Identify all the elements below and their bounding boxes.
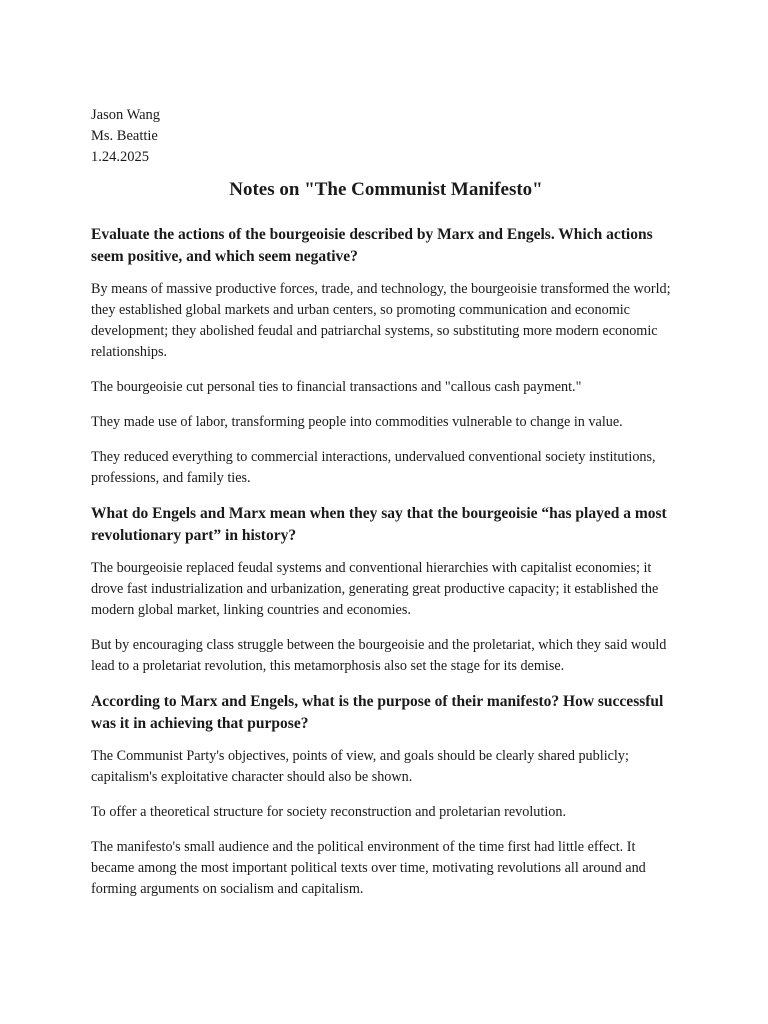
teacher-name: Ms. Beattie xyxy=(91,128,158,144)
answer-paragraph: The Communist Party's objectives, points of view, and goals should be clearly shared publicly; capitalism's exploitative character should also be shown. xyxy=(91,748,629,785)
question-heading: Evaluate the actions of the bourgeoisie described by Marx and Engels. Which actions seem positive, and which seem negative? xyxy=(91,226,653,265)
answer-paragraph: They reduced everything to commercial interactions, undervalued conventional society institutions, professions, and family ties. xyxy=(91,449,656,486)
answer-paragraph: The bourgeoisie cut personal ties to financial transactions and "callous cash payment." xyxy=(91,379,582,395)
question-heading: What do Engels and Marx mean when they say that the bourgeoisie “has played a most revolutionary part” in history? xyxy=(91,505,667,544)
date: 1.24.2025 xyxy=(91,149,149,165)
author-name: Jason Wang xyxy=(91,107,161,123)
answer-paragraph: The bourgeoisie replaced feudal systems and conventional hierarchies with capitalist economies; it drove fast industrialization and urbanization, generating great productive capacity; it established the modern global market, linking countries and economies. xyxy=(91,560,659,618)
answer-paragraph: But by encouraging class struggle between the bourgeoisie and the proletariat, which they said would lead to a proletariat revolution, this metamorphosis also set the stage for its demise. xyxy=(91,637,667,674)
document-page xyxy=(91,105,681,914)
question-heading: According to Marx and Engels, what is the purpose of their manifesto? How successful was it in achieving that purpose? xyxy=(91,693,664,732)
answer-paragraph: By means of massive productive forces, trade, and technology, the bourgeoisie transformed the world; they established global markets and urban centers, so promoting communication and economic development; they abolished feudal and patriarchal systems, so substituting more modern economic relationships. xyxy=(91,281,671,360)
document-title: Notes on "The Communist Manifesto" xyxy=(229,179,543,200)
answer-paragraph: The manifesto's small audience and the political environment of the time first had little effect. It became among the most important political texts over time, motivating revolutions all around and forming arguments on socialism and capitalism. xyxy=(91,839,646,897)
section-bourgeoisie-actions xyxy=(91,224,681,489)
answer-paragraph: They made use of labor, transforming people into commodities vulnerable to change in value. xyxy=(91,414,623,430)
section-manifesto-purpose xyxy=(91,691,681,900)
section-revolutionary-part xyxy=(91,503,681,677)
answer-paragraph: To offer a theoretical structure for society reconstruction and proletarian revolution. xyxy=(91,804,567,820)
